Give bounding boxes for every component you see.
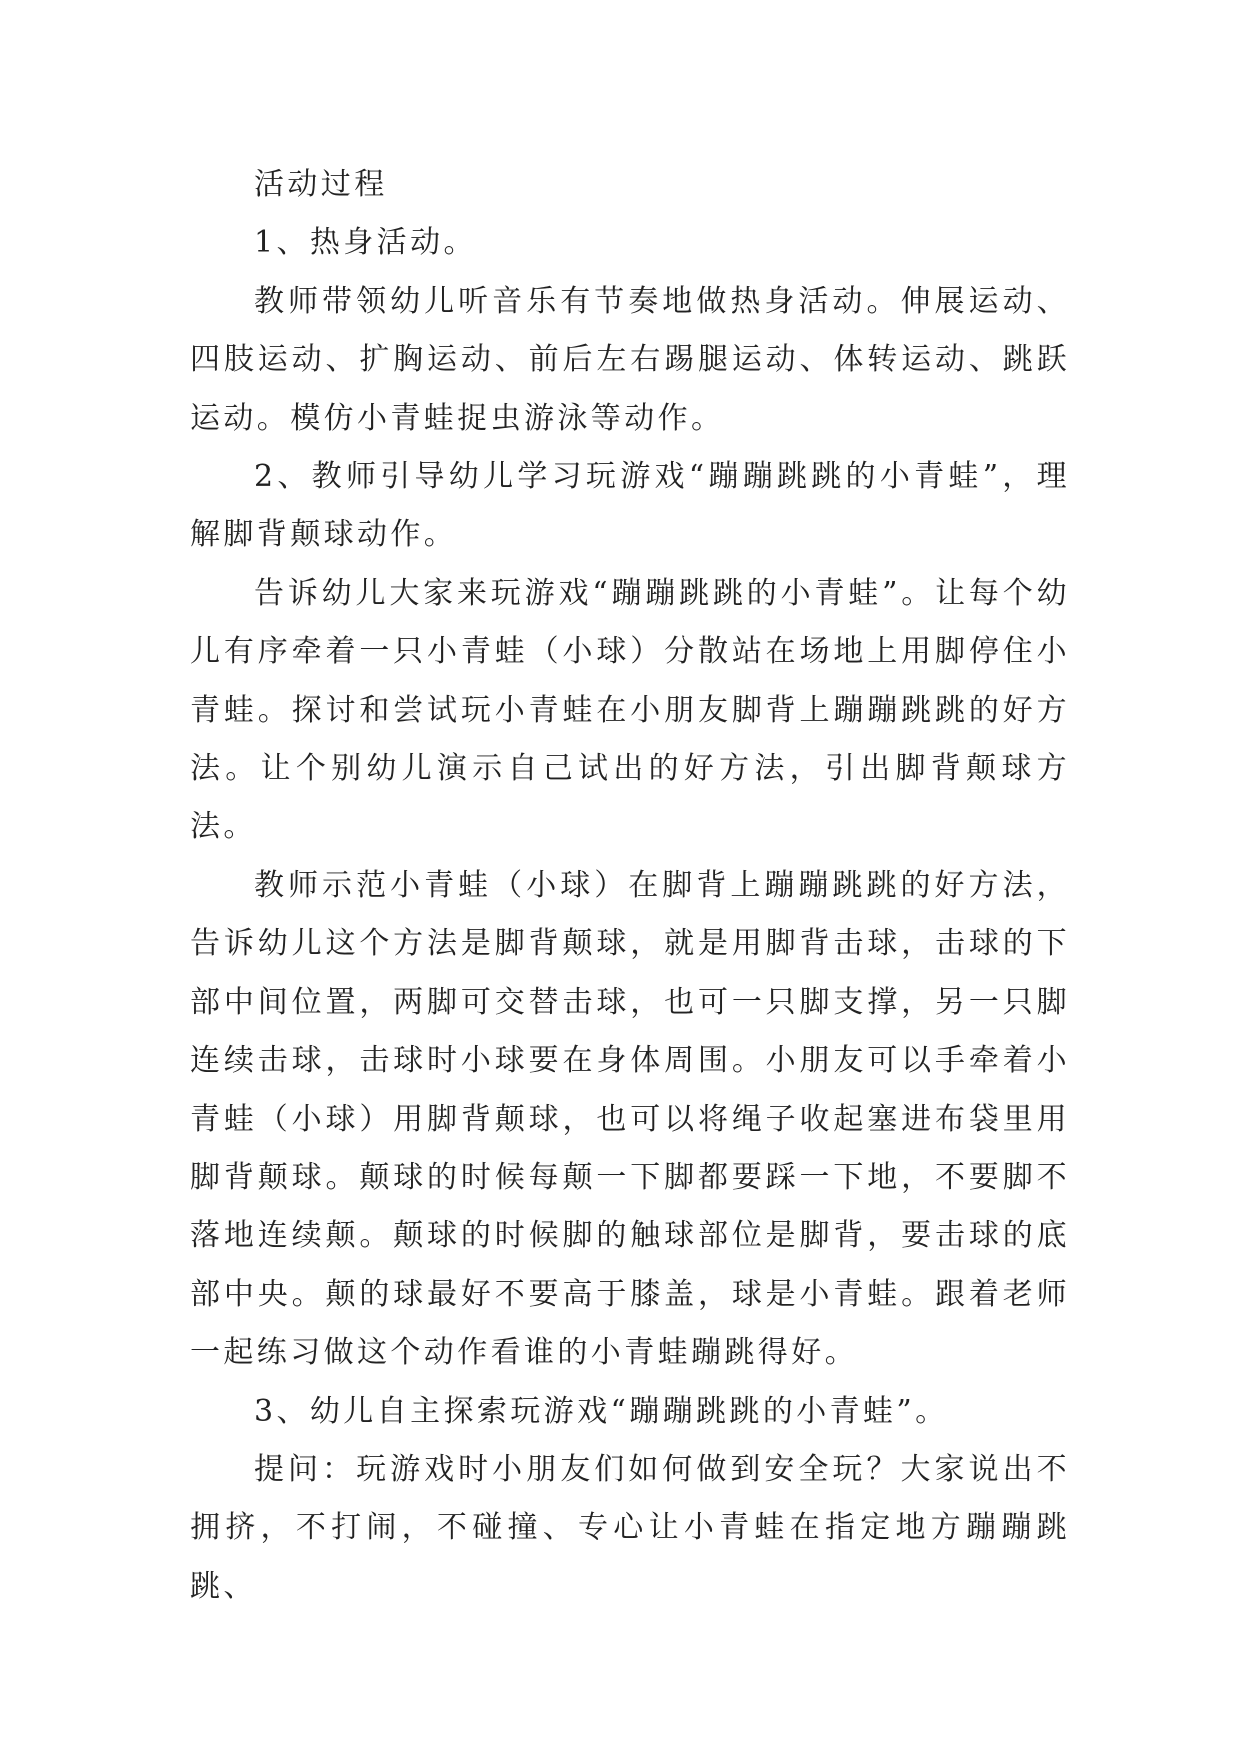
document-body [190,156,1070,1616]
step-2-heading: 2、教师引导幼儿学习玩游戏“蹦蹦跳跳的小青蛙”，理解脚背颠球动作。 [190,459,1070,553]
section-heading-activity-process: 活动过程 [254,167,388,202]
paragraph-teacher-demo: 教师示范小青蛙（小球）在脚背上蹦蹦跳跳的好方法，告诉幼儿这个方法是脚背颠球，就是用脚背击球，击球的下部中间位置，两脚可交替击球，也可一只脚支撑，另一只脚连续击球，击球时小球要在身体周围。小朋友可以手牵着小青蛙（小球）用脚背颠球，也可以将绳子收起塞进布袋里用脚背颠球。颠球的时候每颠一下脚都要踩一下地，不要脚不落地连续颠。颠球的时候脚的触球部位是脚背，要击球的底部中央。颠的球最好不要高于膝盖，球是小青蛙。跟着老师一起练习做这个动作看谁的小青蛙蹦跳得好。 [190,867,1070,1371]
step-3-heading: 3、幼儿自主探索玩游戏“蹦蹦跳跳的小青蛙”。 [254,1393,949,1429]
paragraph-game-intro: 告诉幼儿大家来玩游戏“蹦蹦跳跳的小青蛙”。让每个幼儿有序牵着一只小青蛙（小球）分散站在场地上用脚停住小青蛙。探讨和尝试玩小青蛙在小朋友脚背上蹦蹦跳跳的好方法。让个别幼儿演示自己试出的好方法，引出脚背颠球方法。 [190,575,1070,845]
paragraph-warmup: 教师带领幼儿听音乐有节奏地做热身活动。伸展运动、四肢运动、扩胸运动、前后左右踢腿运动、体转运动、跳跃运动。模仿小青蛙捉虫游泳等动作。 [190,283,1070,436]
step-1-heading: 1、热身活动。 [254,225,477,261]
paragraph-safety-question: 提问：玩游戏时小朋友们如何做到安全玩？大家说出不拥挤，不打闹，不碰撞、专心让小青蛙在指定地方蹦蹦跳跳、 [190,1451,1070,1604]
